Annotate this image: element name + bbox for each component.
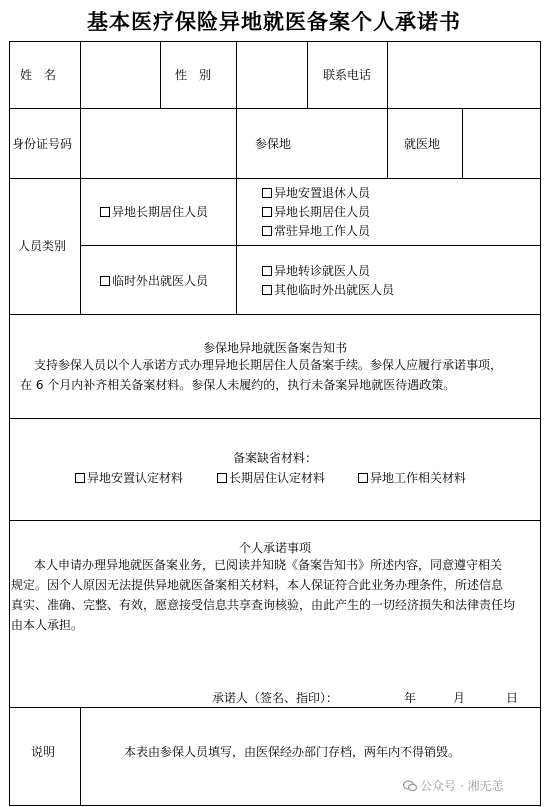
wechat-icon (403, 780, 417, 792)
checkbox-icon[interactable] (358, 473, 368, 483)
note-text: 本表由参保人员填写，由医保经办部门存档，两年内不得销毁。 (124, 745, 461, 759)
long-term-suboption[interactable]: 异地安置退休人员 (262, 186, 370, 200)
checkbox-icon[interactable] (262, 285, 272, 295)
temporary-option[interactable]: 临时外出就医人员 (100, 274, 208, 288)
checkbox-icon[interactable] (217, 473, 227, 483)
checkbox-icon[interactable] (100, 207, 110, 217)
long-term-suboption[interactable]: 异地长期居住人员 (262, 205, 370, 219)
checkbox-icon[interactable] (262, 188, 272, 198)
commitment-title: 个人承诺事项 (238, 541, 311, 555)
name-label: 姓 名 (20, 68, 57, 82)
long-term-option[interactable]: 异地长期居住人员 (100, 205, 208, 219)
year-label: 年 (404, 691, 417, 705)
gender-label: 性 别 (175, 68, 212, 82)
insured-place-label: 参保地 (255, 137, 292, 151)
temporary-suboption[interactable]: 其他临时外出就医人员 (262, 283, 394, 297)
checkbox-icon[interactable] (100, 276, 110, 286)
category-label: 人员类别 (18, 239, 67, 253)
medical-place-label: 就医地 (404, 137, 441, 151)
commitment-line: 本人申请办理异地就医备案业务，已阅读并知晓《备案告知书》所述内容，同意遵守相关 (34, 558, 503, 572)
temporary-suboption[interactable]: 异地转诊就医人员 (262, 264, 370, 278)
checkbox-icon[interactable] (262, 266, 272, 276)
missing-material-option[interactable]: 异地安置认定材料 (75, 471, 183, 485)
notice-line: 支持参保人员以个人承诺方式办理异地长期居住人员备案手续。参保人应履行承诺事项， (34, 358, 503, 372)
checkbox-icon[interactable] (262, 226, 272, 236)
long-term-suboption[interactable]: 常驻异地工作人员 (262, 224, 370, 238)
missing-material-option[interactable]: 异地工作相关材料 (358, 471, 466, 485)
missing-material-option[interactable]: 长期居住认定材料 (217, 471, 325, 485)
watermark: 公众号 · 湘无恙 (403, 777, 503, 794)
notice-title: 参保地异地就医备案告知书 (202, 341, 347, 355)
commitment-line: 真实、准确、完整、有效，愿意接受信息共享查询核验，由此产生的一切经济损失和法律责任均 (11, 598, 516, 612)
commitment-line: 规定。因个人原因无法提供异地就医备案相关材料，本人保证符合此业务办理条件，所述信息 (11, 578, 504, 592)
note-label: 说明 (31, 745, 56, 759)
month-label: 月 (453, 691, 466, 705)
phone-label: 联系电话 (322, 68, 371, 82)
signer-label: 承诺人（签名、指印）： (212, 691, 339, 705)
checkbox-icon[interactable] (75, 473, 85, 483)
checkbox-icon[interactable] (262, 207, 272, 217)
notice-line: 在 6 个月内补齐相关备案材料。参保人未履约的，执行未备案异地就医待遇政策。 (20, 378, 456, 392)
page-title: 基本医疗保险异地就医备案个人承诺书 (87, 9, 461, 34)
missing-materials-title: 备案缺省材料： (232, 451, 317, 465)
id-number-label: 身份证号码 (12, 137, 73, 151)
day-label: 日 (506, 691, 519, 705)
commitment-line: 由本人承担。 (11, 618, 84, 632)
